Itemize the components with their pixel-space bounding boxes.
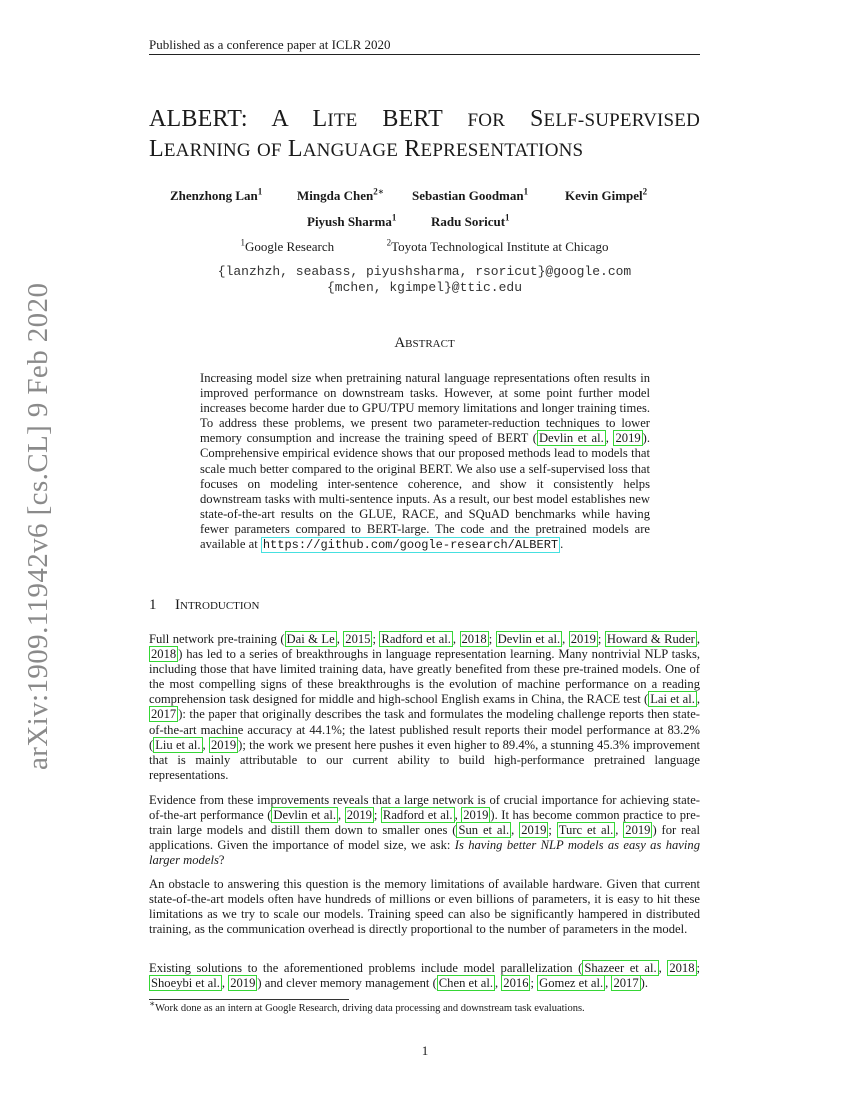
- citation-link[interactable]: Devlin et al.: [497, 632, 561, 646]
- citation-link[interactable]: Shazeer et al.: [584, 961, 657, 975]
- citation-link[interactable]: 2019: [615, 431, 641, 446]
- intro-paragraph: Full network pre-training ( Dai & Le , 2015 ; Radford et al. , 2018 ; Devlin et al. , 2019 ; Howard & Ruder , 2018 ) has led to a series of breakthroughs in language representation learning. Many nontrivial NLP tasks, including those that have limited training data, have greatly benefited from these pre-trained models. One of the most compelling signs of these breakthroughs is the evolution of machine performance on a reading comprehension task designed for middle and high-school English exams in China, the RACE test ( Lai et al. , 2017 ): the paper that originally describes the task and formulates the modeling challenge reports then state-of-the-art machine accuracy at 44.1%; the latest published result reports their model performance at 83.2% ( Liu et al. , 2019 ); the work we present here pushes it even higher to 89.4%, a stunning 45.3% improvement that is mainly attributable to our current ability to build high-performance pretrained language representations.: [149, 632, 701, 782]
- citation-link[interactable]: Howard & Ruder: [606, 632, 695, 646]
- citation-link[interactable]: Dai & Le: [286, 632, 335, 646]
- research-question: Is having better NLP models as easy as having larger models: [149, 838, 700, 868]
- intro-paragraph: An obstacle to answering this question is the memory limitations of available hardware. Given that current state-of-the-art models often have hundreds of millions or even billions of parameters, it is easy to hit these limitations as we try to scale our models. Training speed can also be significantly hampered in distributed training, as the communication overhead is directly proportional to the number of parameters in the model.: [149, 877, 700, 937]
- citation-link[interactable]: Devlin et al.: [538, 431, 604, 446]
- citation-link[interactable]: Lai et al.: [650, 692, 695, 707]
- citation-link[interactable]: 2019: [463, 808, 489, 823]
- arxiv-stamp: arXiv:1909.11942v6 [cs.CL] 9 Feb 2020: [22, 282, 54, 770]
- page-number: 1: [421, 1043, 429, 1058]
- citation-link[interactable]: 2017: [613, 976, 639, 991]
- citation-link[interactable]: Radford et al.: [381, 632, 451, 646]
- footnote-rule: [149, 999, 349, 1000]
- title-line-2: LEARNING OF LANGUAGE REPRESENTATIONS: [149, 136, 584, 162]
- citation-link[interactable]: 2019: [570, 632, 596, 646]
- citation-link[interactable]: Gomez et al.: [539, 976, 604, 991]
- citation-link[interactable]: 2018: [461, 632, 487, 646]
- citation-link[interactable]: 2018: [151, 647, 177, 662]
- author-emails: {lanzhzh, seabass, piyushsharma, rsoricut}@google.com {mchen, kgimpel}@ttic.edu: [217, 264, 632, 295]
- footnote: ∗Work done as an intern at Google Research, driving data processing and downstream task evaluations.: [149, 998, 585, 1014]
- citation-link[interactable]: Sun et al.: [458, 823, 510, 838]
- citation-link[interactable]: Radford et al.: [382, 808, 453, 823]
- citation-link[interactable]: 2019: [346, 808, 372, 823]
- header-rule: [149, 54, 700, 55]
- citation-link[interactable]: 2019: [230, 976, 256, 991]
- title-line-1: ALBERT: A LITE BERT FOR SELF-SUPERVISED: [149, 106, 701, 132]
- citation-link[interactable]: 2018: [669, 961, 695, 975]
- author-name: Radu Soricut$^1$: [431, 212, 510, 229]
- citation-link[interactable]: 2017: [151, 707, 177, 722]
- author-name: Zhenzhong Lan$^1$: [170, 186, 263, 203]
- citation-link[interactable]: Liu et al.: [155, 737, 201, 752]
- citation-link[interactable]: 2019: [625, 823, 651, 838]
- citation-link[interactable]: 2015: [345, 632, 371, 646]
- author-name: Mingda Chen$^{2∗}$: [297, 186, 384, 203]
- citation-link[interactable]: Turc et al.: [558, 823, 614, 838]
- abstract-body: Increasing model size when pretraining natural language representations often results in improved performance on downstream tasks. However, at some point further model increases become harder due to GPU/TPU memory limitations and longer training times. To address these problems, we present two parameter-reduction techniques to lower memory consumption and increase the training speed of BERT ( Devlin et al. , 2019 ). Comprehensive empirical evidence shows that our proposed methods lead to models that scale much better compared to the original BERT. We also use a self-supervised loss that focuses on modeling inter-sentence coherence, and show it consistently helps downstream tasks with multi-sentence inputs. As a result, our best model establishes new state-of-the-art results on the GLUE, RACE, and SQuAD benchmarks while having fewer parameters compared to BERT-large. The code and the pretrained models are available at https://github.com/google-research/ALBERT .: [200, 371, 651, 553]
- intro-paragraph: Evidence from these improvements reveals that a large network is of crucial importance for achieving state-of-the-art performance ( Devlin et al. , 2019 ; Radford et al. , 2019 ). It has become common practice to pre-train large models and distill them down to smaller ones ( Sun et al. , 2019 ; Turc et al. , 2019 ) for real applications. Given the importance of model size, we ask: Is having better NLP models as easy as having larger models?: [149, 793, 701, 868]
- author-name: Kevin Gimpel$^2$: [565, 186, 648, 203]
- citation-link[interactable]: Shoeybi et al.: [151, 976, 220, 991]
- intro-paragraph: Existing solutions to the aforementioned problems include model parallelization ( Shazeer et al. , 2018 ; Shoeybi et al. , 2019 ) and clever memory management ( Chen et al. , 2016 ; Gomez et al. , 2017 ).: [149, 961, 700, 991]
- github-url-link[interactable]: https://github.com/google-research/ALBERT: [262, 538, 559, 553]
- paper-title: [149, 105, 700, 165]
- citation-link[interactable]: 2016: [503, 976, 529, 991]
- citation-link[interactable]: Devlin et al.: [273, 808, 337, 823]
- affiliations: $^1$Google Research $^2$Toyota Technological Institute at Chicago: [240, 237, 609, 254]
- citation-link[interactable]: 2019: [521, 823, 547, 838]
- section-heading: 1 Introduction: [149, 597, 260, 613]
- citation-link[interactable]: 2019: [210, 737, 237, 752]
- author-name: Sebastian Goodman$^1$: [412, 186, 529, 203]
- running-header: Published as a conference paper at ICLR 2020: [149, 37, 391, 52]
- abstract-heading: Abstract: [394, 335, 455, 351]
- citation-link[interactable]: Chen et al.: [438, 976, 493, 991]
- author-name: Piyush Sharma$^1$: [307, 212, 397, 229]
